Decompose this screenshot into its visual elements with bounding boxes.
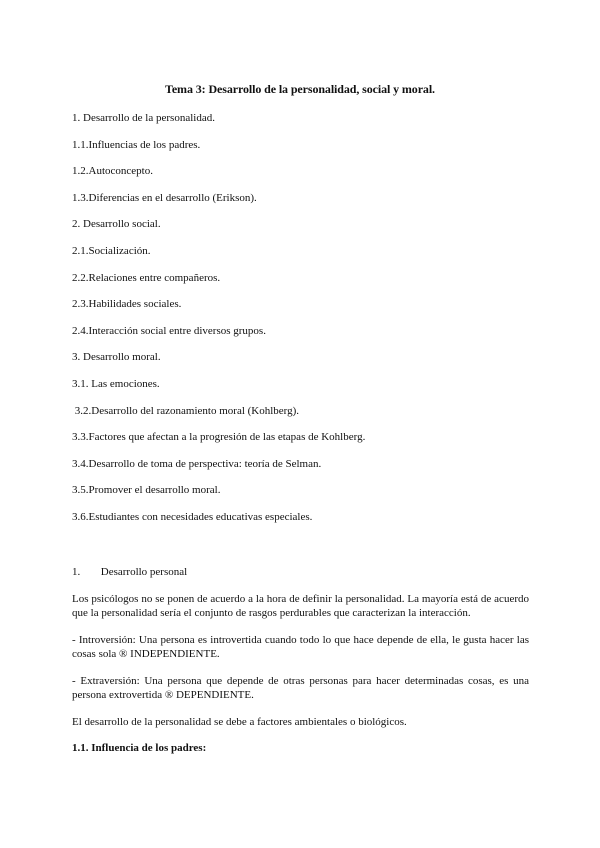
section-desarrollo-personal	[72, 565, 529, 756]
section-heading-text: Desarrollo personal	[100, 566, 188, 578]
toc-item: 1.3.Diferencias en el desarrollo (Erikson).	[72, 191, 257, 204]
document-title: Tema 3: Desarrollo de la personalidad, social y moral.	[165, 82, 435, 96]
paragraph: El desarrollo de la personalidad se debe a factores ambientales o biológicos.	[72, 715, 407, 728]
toc-item: 3. Desarrollo moral.	[72, 351, 161, 364]
toc-item: 3.3.Factores que afectan a la progresión de las etapas de Kohlberg.	[72, 431, 366, 444]
toc-item: 1.1.Influencias de los padres.	[72, 138, 201, 151]
section-heading	[72, 565, 529, 580]
toc-item: 2.4.Interacción social entre diversos grupos.	[72, 324, 266, 337]
toc-item: 1.2.Autoconcepto.	[72, 165, 153, 178]
table-of-contents	[72, 111, 365, 537]
toc-item: 3.2.Desarrollo del razonamiento moral (Kohlberg).	[72, 404, 300, 417]
toc-item: 2.3.Habilidades sociales.	[72, 298, 182, 311]
toc-item: 3.6.Estudiantes con necesidades educativas especiales.	[72, 510, 313, 523]
paragraph-introversion: - Introversión: Una persona es introvertida cuando todo lo que hace depende de ella, le gusta hacer las cosas sola ® INDEPENDIENTE.	[72, 633, 529, 660]
toc-item: 3.4.Desarrollo de toma de perspectiva: teoría de Selman.	[72, 457, 322, 470]
toc-item: 2.1.Socialización.	[72, 244, 151, 257]
subsection-heading: 1.1. Influencia de los padres:	[72, 742, 207, 754]
section-number: 1.	[72, 566, 81, 578]
toc-item: 1. Desarrollo de la personalidad.	[72, 112, 215, 124]
paragraph: Los psicólogos no se ponen de acuerdo a la hora de definir la personalidad. La mayoría está de acuerdo que la personalidad sería el conjunto de rasgos perdurables que caracterizan la interacción.	[72, 592, 529, 619]
toc-item: 3.5.Promover el desarrollo moral.	[72, 484, 221, 497]
toc-item: 2. Desarrollo social.	[72, 218, 161, 231]
toc-item: 2.2.Relaciones entre compañeros.	[72, 271, 221, 284]
paragraph-extraversion: - Extraversión: Una persona que depende de otras personas para hacer determinadas cosas, es una persona extrovertida ® DEPENDIENTE.	[72, 674, 529, 701]
toc-item: 3.1. Las emociones.	[72, 377, 160, 390]
